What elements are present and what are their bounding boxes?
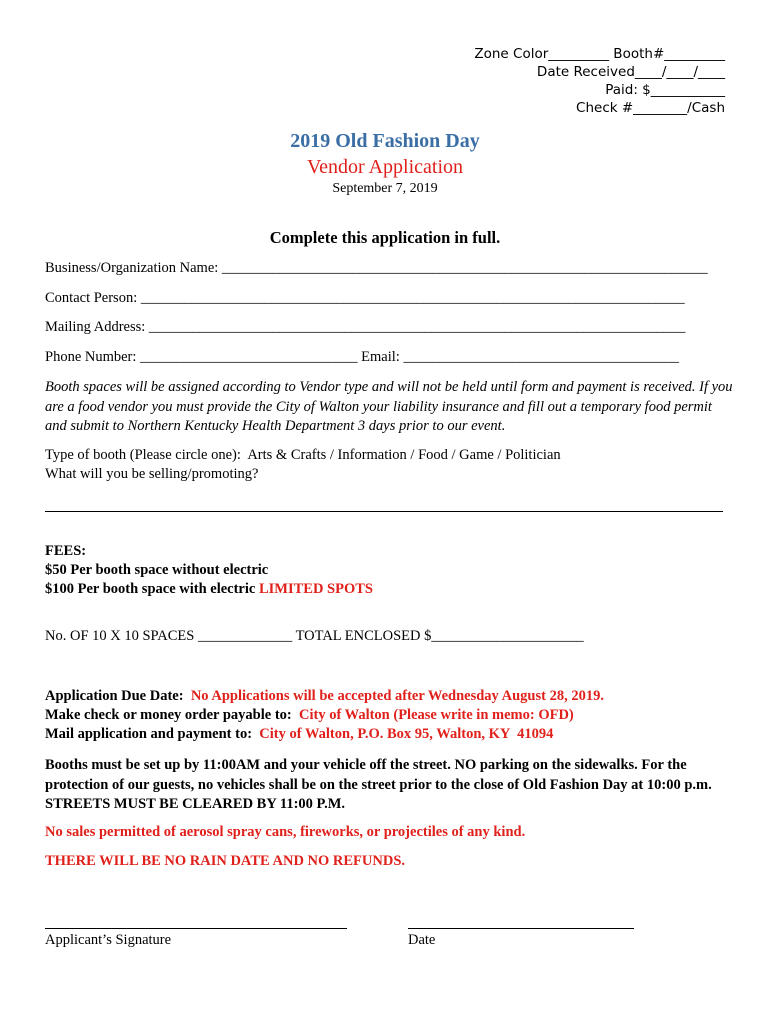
paid-field: Paid: $___________ [605, 82, 725, 98]
payable-line [45, 707, 574, 724]
date-received-field: Date Received____/____/____ [536, 64, 725, 80]
fee-no-electric: $50 Per booth space without electric [45, 562, 269, 578]
due-date-label: Application Due Date: [45, 688, 191, 704]
prohibited-items: No sales permitted of aerosol spray cans, fireworks, or projectiles of any kind. [45, 824, 526, 840]
document-title: 2019 Old Fashion Day [290, 130, 480, 152]
instruction-heading: Complete this application in full. [269, 228, 501, 247]
phone-email-field[interactable]: Phone Number: ______________________________ Email: ______________________________________ [45, 349, 679, 365]
limited-spots-badge: LIMITED SPOTS [258, 581, 373, 597]
zone-booth-field: Zone Color_________ Booth#_________ [474, 46, 725, 62]
document-subtitle: Vendor Application [306, 156, 464, 178]
fee-electric [45, 581, 373, 598]
date-label: Date [408, 932, 436, 948]
payable-value: City of Walton (Please write in memo: OFD) [298, 707, 574, 723]
selling-answer-line[interactable] [45, 511, 723, 512]
mail-label: Mail application and payment to: [45, 726, 260, 742]
mail-line [45, 726, 553, 743]
event-date: September 7, 2019 [332, 181, 438, 196]
selling-question: What will you be selling/promoting? [45, 466, 259, 482]
payable-label: Make check or money order payable to: [45, 707, 299, 723]
business-name-field[interactable]: Business/Organization Name: ___________________________________________________________________ [45, 260, 708, 276]
check-cash-field: Check #________/Cash [576, 100, 725, 116]
no-refunds-notice: THERE WILL BE NO RAIN DATE AND NO REFUNDS. [45, 853, 406, 869]
due-date-line [45, 688, 604, 705]
booth-notice: Booth spaces will be assigned according to Vendor type and will not be held until form and payment is received. If you are a food vendor you must provide the City of Walton your liability insurance and fill out a temporary food permit and submit to Northern Kentucky Health Department 3 days prior to our event. [45, 379, 733, 434]
contact-person-field[interactable]: Contact Person: ___________________________________________________________________________ [45, 290, 685, 306]
date-line[interactable] [408, 928, 634, 929]
fee-electric-label: $100 Per booth space with electric [45, 581, 259, 597]
office-use-block [405, 45, 725, 117]
mail-address: City of Walton, P.O. Box 95, Walton, KY 41094 [259, 726, 554, 742]
mailing-address-field[interactable]: Mailing Address: __________________________________________________________________________ [45, 319, 686, 335]
booth-type-options[interactable]: Type of booth (Please circle one): Arts & Crafts / Information / Food / Game / Politician [45, 447, 561, 463]
applicant-signature-label: Applicant’s Signature [45, 932, 172, 948]
signature-line[interactable] [45, 928, 347, 929]
fees-heading: FEES: [45, 543, 87, 559]
spaces-total-field[interactable]: No. OF 10 X 10 SPACES _____________ TOTAL ENCLOSED $_____________________ [45, 628, 584, 644]
setup-rules: Booths must be set up by 11:00AM and your vehicle off the street. NO parking on the sidewalks. For the protection of our guests, no vehicles shall be on the street prior to the close of Old Fashion Day at 10:00 p.m. STREETS MUST BE CLEARED BY 11:00 P.M. [45, 757, 712, 812]
due-date-value: No Applications will be accepted after Wednesday August 28, 2019. [190, 688, 604, 704]
